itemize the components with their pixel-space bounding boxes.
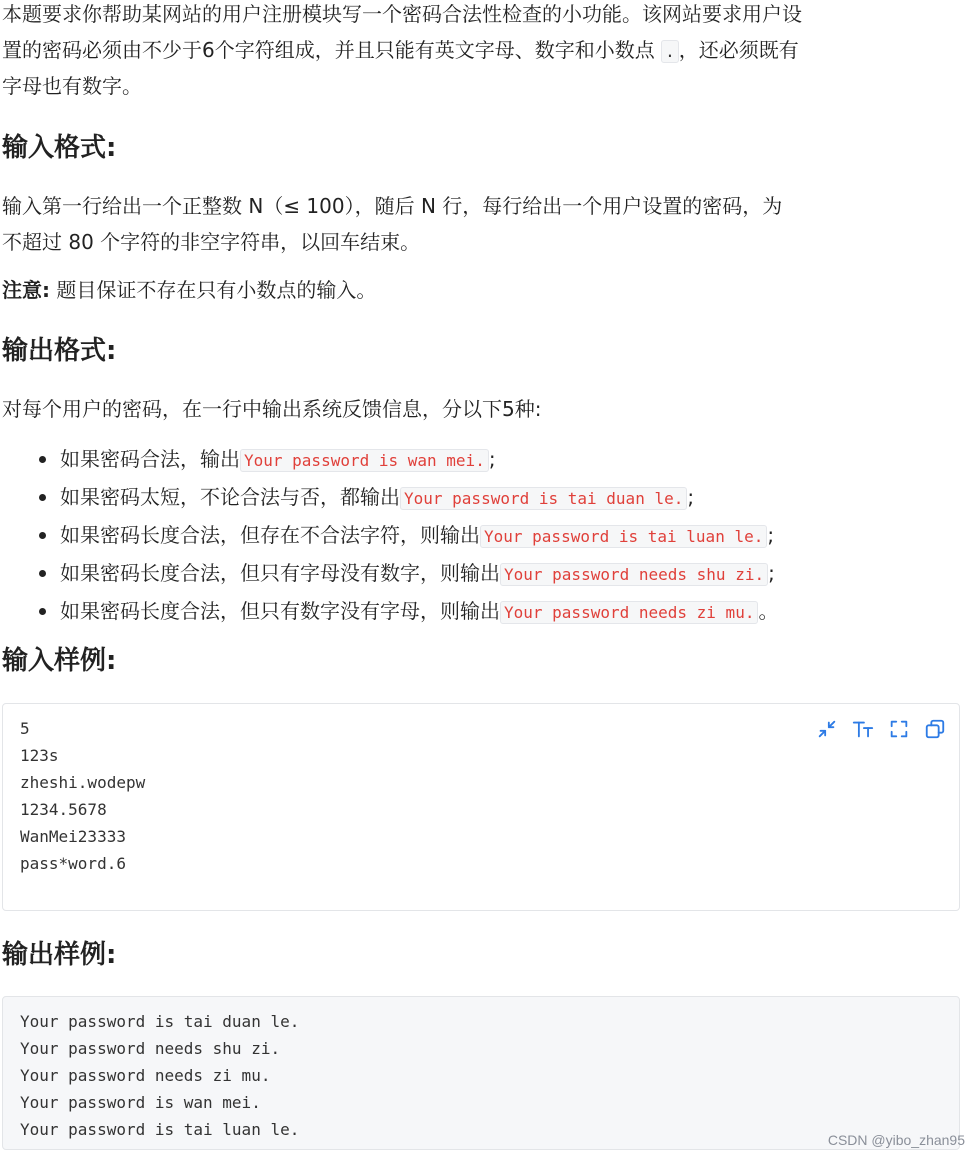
rule-text: 如果密码长度合法，但只有字母没有数字，则输出 — [60, 561, 500, 585]
copy-icon — [924, 718, 946, 740]
code-line: 123s — [20, 746, 59, 765]
code-line: Your password is tai duan le. — [20, 1012, 300, 1031]
copy-button[interactable] — [921, 715, 948, 742]
fullscreen-icon — [888, 718, 910, 740]
rule-code: Your password is tai duan le. — [400, 487, 687, 510]
collapse-button[interactable] — [813, 715, 840, 742]
list-item — [36, 441, 778, 479]
rule-code: Your password needs zi mu. — [500, 601, 758, 624]
rule-text: 如果密码长度合法，但存在不合法字符，则输出 — [60, 523, 480, 547]
rule-end: ; — [488, 447, 496, 471]
output-rules-list — [36, 441, 778, 631]
intro-line-2 — [2, 32, 799, 70]
code-line: Your password needs shu zi. — [20, 1039, 281, 1058]
list-item — [36, 555, 778, 593]
code-line: 5 — [20, 719, 30, 738]
rule-text: 如果密码太短，不论合法与否，都输出 — [60, 485, 400, 509]
input-format-heading: 输入格式: — [2, 133, 117, 163]
fullscreen-button[interactable] — [885, 715, 912, 742]
rule-end: ; — [768, 561, 775, 585]
rule-end: ; — [687, 485, 695, 509]
note-label: 注意: — [2, 278, 50, 302]
rule-end: 。 — [758, 599, 779, 623]
code-line: zheshi.wodepw — [20, 773, 146, 792]
input-format-line-1: 输入第一行给出一个正整数 N（≤ 100），随后 N 行，每行给出一个用户设置的密码，为 — [2, 194, 783, 218]
input-format-note — [2, 272, 376, 308]
font-size-icon — [852, 718, 874, 740]
rule-code: Your password needs shu zi. — [500, 563, 768, 586]
rule-text: 如果密码合法，输出 — [60, 447, 240, 471]
rule-code: Your password is wan mei. — [240, 449, 489, 472]
code-line: WanMei23333 — [20, 827, 126, 846]
sample-output-heading: 输出样例: — [2, 940, 117, 970]
code-line: 1234.5678 — [20, 800, 107, 819]
rule-text: 如果密码长度合法，但只有数字没有字母，则输出 — [60, 599, 500, 623]
output-format-intro: 对每个用户的密码，在一行中输出系统反馈信息，分以下5种: — [2, 397, 542, 421]
rule-end: ; — [767, 523, 775, 547]
collapse-icon — [816, 718, 838, 740]
code-line: Your password is wan mei. — [20, 1093, 261, 1112]
intro-line-2-after: ，还必须既有 — [678, 38, 799, 62]
list-item — [36, 517, 778, 555]
rule-code: Your password is tai luan le. — [480, 525, 767, 548]
output-format-heading: 输出格式: — [2, 336, 117, 366]
sample-output-lines — [20, 1008, 299, 1143]
sample-input-lines — [20, 715, 145, 877]
input-format-line-2: 不超过 80 个字符的非空字符串，以回车结束。 — [2, 230, 421, 254]
code-line: pass*word.6 — [20, 854, 126, 873]
code-line: Your password needs zi mu. — [20, 1066, 271, 1085]
sample-output-code-block[interactable] — [2, 996, 960, 1150]
intro-line-1: 本题要求你帮助某网站的用户注册模块写一个密码合法性检查的小功能。该网站要求用户设 — [2, 2, 802, 26]
font-size-button[interactable] — [849, 715, 876, 742]
sample-input-heading: 输入样例: — [2, 646, 117, 676]
intro-line-3: 字母也有数字。 — [2, 74, 142, 98]
note-text: 题目保证不存在只有小数点的输入。 — [50, 278, 377, 302]
code-toolbar — [813, 715, 948, 742]
csdn-watermark: CSDN @yibo_zhan95 — [827, 1132, 965, 1148]
intro-line-2-before: 置的密码必须由不少于6个字符组成，并且只能有英文字母、数字和小数点 — [2, 38, 662, 62]
sample-input-code-block[interactable] — [2, 703, 960, 911]
list-item — [36, 593, 778, 631]
dot-code: . — [661, 40, 679, 63]
code-line: Your password is tai luan le. — [20, 1120, 300, 1139]
list-item — [36, 479, 778, 517]
